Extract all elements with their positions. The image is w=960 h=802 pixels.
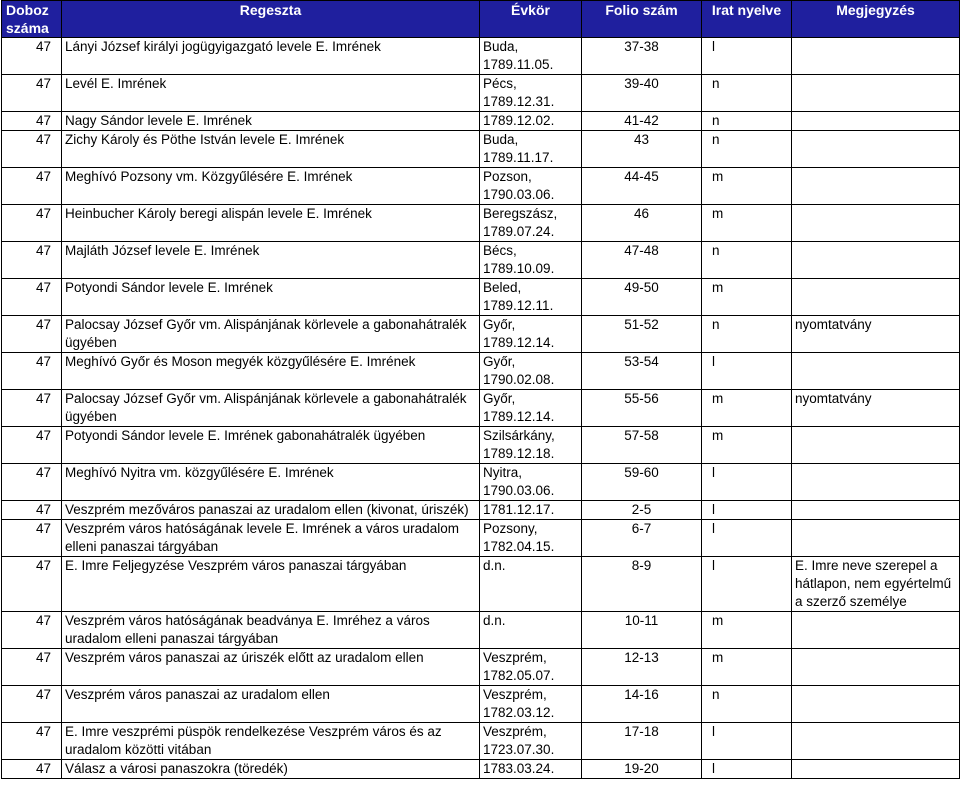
- cell-date: d.n.: [480, 612, 582, 649]
- table-row: [2, 38, 960, 75]
- cell-folio: 51-52: [582, 316, 702, 353]
- table-row: [2, 242, 960, 279]
- cell-regest: Zichy Károly és Pöthe István levele E. Imrének: [62, 131, 480, 168]
- table-row: [2, 131, 960, 168]
- cell-regest: E. Imre veszprémi püspök rendelkezése Veszprém város és az uradalom közötti vitában: [62, 723, 480, 760]
- cell-folio: 39-40: [582, 75, 702, 112]
- cell-box: 47: [2, 464, 62, 501]
- cell-lang: n: [702, 131, 792, 168]
- cell-date: Szilsárkány, 1789.12.18.: [480, 427, 582, 464]
- cell-folio: 46: [582, 205, 702, 242]
- cell-date: Pécs, 1789.12.31.: [480, 75, 582, 112]
- cell-note: [792, 520, 960, 557]
- cell-lang: l: [702, 464, 792, 501]
- cell-folio: 6-7: [582, 520, 702, 557]
- table-row: [2, 353, 960, 390]
- cell-box: 47: [2, 205, 62, 242]
- cell-box: 47: [2, 242, 62, 279]
- cell-regest: Meghívó Nyitra vm. közgyűlésére E. Imrének: [62, 464, 480, 501]
- cell-box: 47: [2, 760, 62, 779]
- cell-box: 47: [2, 501, 62, 520]
- cell-date: Győr, 1790.02.08.: [480, 353, 582, 390]
- cell-box: 47: [2, 557, 62, 612]
- cell-regest: Majláth József levele E. Imrének: [62, 242, 480, 279]
- cell-folio: 12-13: [582, 649, 702, 686]
- table-row: [2, 557, 960, 612]
- cell-box: 47: [2, 75, 62, 112]
- table-row: [2, 316, 960, 353]
- cell-date: Veszprém, 1782.05.07.: [480, 649, 582, 686]
- cell-note: [792, 112, 960, 131]
- cell-box: 47: [2, 427, 62, 464]
- cell-note: E. Imre neve szerepel a hátlapon, nem egyértelmű a szerző személye: [792, 557, 960, 612]
- table-row: [2, 649, 960, 686]
- cell-folio: 41-42: [582, 112, 702, 131]
- cell-lang: m: [702, 427, 792, 464]
- cell-folio: 59-60: [582, 464, 702, 501]
- cell-date: Veszprém, 1723.07.30.: [480, 723, 582, 760]
- cell-date: 1781.12.17.: [480, 501, 582, 520]
- cell-date: Győr, 1789.12.14.: [480, 316, 582, 353]
- table-row: [2, 520, 960, 557]
- cell-folio: 53-54: [582, 353, 702, 390]
- cell-lang: n: [702, 242, 792, 279]
- cell-regest: Veszprém város panaszai az úriszék előtt az uradalom ellen: [62, 649, 480, 686]
- cell-regest: Potyondi Sándor levele E. Imrének: [62, 279, 480, 316]
- cell-note: [792, 427, 960, 464]
- cell-lang: l: [702, 520, 792, 557]
- cell-date: Bécs, 1789.10.09.: [480, 242, 582, 279]
- cell-date: Pozsony, 1782.04.15.: [480, 520, 582, 557]
- table-row: [2, 112, 960, 131]
- cell-regest: Lányi József királyi jogügyigazgató levele E. Imrének: [62, 38, 480, 75]
- cell-note: [792, 75, 960, 112]
- cell-folio: 49-50: [582, 279, 702, 316]
- cell-regest: Meghívó Pozsony vm. Közgyűlésére E. Imrének: [62, 168, 480, 205]
- cell-folio: 44-45: [582, 168, 702, 205]
- cell-lang: n: [702, 686, 792, 723]
- cell-note: [792, 242, 960, 279]
- cell-lang: m: [702, 612, 792, 649]
- cell-date: Veszprém, 1782.03.12.: [480, 686, 582, 723]
- cell-folio: 55-56: [582, 390, 702, 427]
- cell-regest: Veszprém város panaszai az uradalom ellen: [62, 686, 480, 723]
- cell-regest: Nagy Sándor levele E. Imrének: [62, 112, 480, 131]
- cell-lang: m: [702, 168, 792, 205]
- cell-date: Pozson, 1790.03.06.: [480, 168, 582, 205]
- cell-lang: l: [702, 353, 792, 390]
- cell-box: 47: [2, 612, 62, 649]
- archive-table: [1, 0, 960, 779]
- cell-regest: Potyondi Sándor levele E. Imrének gabonahátralék ügyében: [62, 427, 480, 464]
- cell-regest: Veszprém város hatóságának levele E. Imrének a város uradalom elleni panaszai tárgyában: [62, 520, 480, 557]
- cell-note: nyomtatvány: [792, 316, 960, 353]
- table-header-row: [2, 1, 960, 38]
- cell-lang: l: [702, 38, 792, 75]
- cell-regest: Veszprém mezőváros panaszai az uradalom ellen (kivonat, úriszék): [62, 501, 480, 520]
- table-row: [2, 427, 960, 464]
- cell-lang: m: [702, 279, 792, 316]
- cell-regest: Palocsay József Győr vm. Alispánjának körlevele a gabonahátralék ügyében: [62, 316, 480, 353]
- cell-lang: n: [702, 112, 792, 131]
- cell-note: [792, 649, 960, 686]
- table-row: [2, 686, 960, 723]
- cell-lang: l: [702, 501, 792, 520]
- cell-regest: Levél E. Imrének: [62, 75, 480, 112]
- cell-date: Beled, 1789.12.11.: [480, 279, 582, 316]
- cell-note: [792, 353, 960, 390]
- table-row: [2, 760, 960, 779]
- table-row: [2, 279, 960, 316]
- cell-regest: Veszprém város hatóságának beadványa E. Imréhez a város uradalom elleni panaszai tárgyában: [62, 612, 480, 649]
- cell-note: [792, 686, 960, 723]
- cell-folio: 17-18: [582, 723, 702, 760]
- cell-regest: Palocsay József Győr vm. Alispánjának körlevele a gabonahátralék ügyében: [62, 390, 480, 427]
- table-row: [2, 464, 960, 501]
- cell-note: [792, 279, 960, 316]
- cell-box: 47: [2, 686, 62, 723]
- cell-note: [792, 131, 960, 168]
- header-regest: Regeszta: [62, 1, 480, 38]
- cell-date: Beregszász, 1789.07.24.: [480, 205, 582, 242]
- cell-note: [792, 168, 960, 205]
- cell-regest: Válasz a városi panaszokra (töredék): [62, 760, 480, 779]
- cell-folio: 43: [582, 131, 702, 168]
- cell-box: 47: [2, 649, 62, 686]
- cell-box: 47: [2, 168, 62, 205]
- cell-folio: 19-20: [582, 760, 702, 779]
- table-row: [2, 75, 960, 112]
- cell-date: Győr, 1789.12.14.: [480, 390, 582, 427]
- table-row: [2, 501, 960, 520]
- cell-date: Buda, 1789.11.05.: [480, 38, 582, 75]
- cell-regest: Meghívó Győr és Moson megyék közgyűlésére E. Imrének: [62, 353, 480, 390]
- cell-lang: n: [702, 316, 792, 353]
- cell-date: Nyitra, 1790.03.06.: [480, 464, 582, 501]
- cell-folio: 47-48: [582, 242, 702, 279]
- cell-box: 47: [2, 316, 62, 353]
- cell-folio: 2-5: [582, 501, 702, 520]
- cell-box: 47: [2, 131, 62, 168]
- cell-lang: n: [702, 75, 792, 112]
- cell-box: 47: [2, 723, 62, 760]
- cell-lang: m: [702, 205, 792, 242]
- cell-lang: l: [702, 760, 792, 779]
- cell-note: [792, 723, 960, 760]
- cell-date: 1783.03.24.: [480, 760, 582, 779]
- table-row: [2, 612, 960, 649]
- cell-folio: 14-16: [582, 686, 702, 723]
- header-lang: Irat nyelve: [702, 1, 792, 38]
- cell-lang: l: [702, 557, 792, 612]
- table-row: [2, 168, 960, 205]
- cell-note: [792, 612, 960, 649]
- header-year: Évkör: [480, 1, 582, 38]
- cell-lang: m: [702, 649, 792, 686]
- cell-note: [792, 464, 960, 501]
- cell-note: [792, 205, 960, 242]
- cell-box: 47: [2, 279, 62, 316]
- cell-note: [792, 760, 960, 779]
- cell-box: 47: [2, 520, 62, 557]
- cell-note: [792, 501, 960, 520]
- cell-box: 47: [2, 112, 62, 131]
- cell-lang: l: [702, 723, 792, 760]
- cell-folio: 10-11: [582, 612, 702, 649]
- table-row: [2, 390, 960, 427]
- cell-folio: 37-38: [582, 38, 702, 75]
- cell-note: nyomtatvány: [792, 390, 960, 427]
- cell-folio: 8-9: [582, 557, 702, 612]
- cell-date: d.n.: [480, 557, 582, 612]
- cell-box: 47: [2, 353, 62, 390]
- cell-box: 47: [2, 38, 62, 75]
- table-body: [2, 38, 960, 779]
- header-note: Megjegyzés: [792, 1, 960, 38]
- cell-regest: Heinbucher Károly beregi alispán levele E. Imrének: [62, 205, 480, 242]
- table-row: [2, 205, 960, 242]
- cell-date: 1789.12.02.: [480, 112, 582, 131]
- header-folio: Folio szám: [582, 1, 702, 38]
- cell-lang: m: [702, 390, 792, 427]
- cell-date: Buda, 1789.11.17.: [480, 131, 582, 168]
- table-row: [2, 723, 960, 760]
- cell-box: 47: [2, 390, 62, 427]
- cell-folio: 57-58: [582, 427, 702, 464]
- cell-note: [792, 38, 960, 75]
- header-box: Doboz száma: [2, 1, 62, 38]
- cell-regest: E. Imre Feljegyzése Veszprém város panaszai tárgyában: [62, 557, 480, 612]
